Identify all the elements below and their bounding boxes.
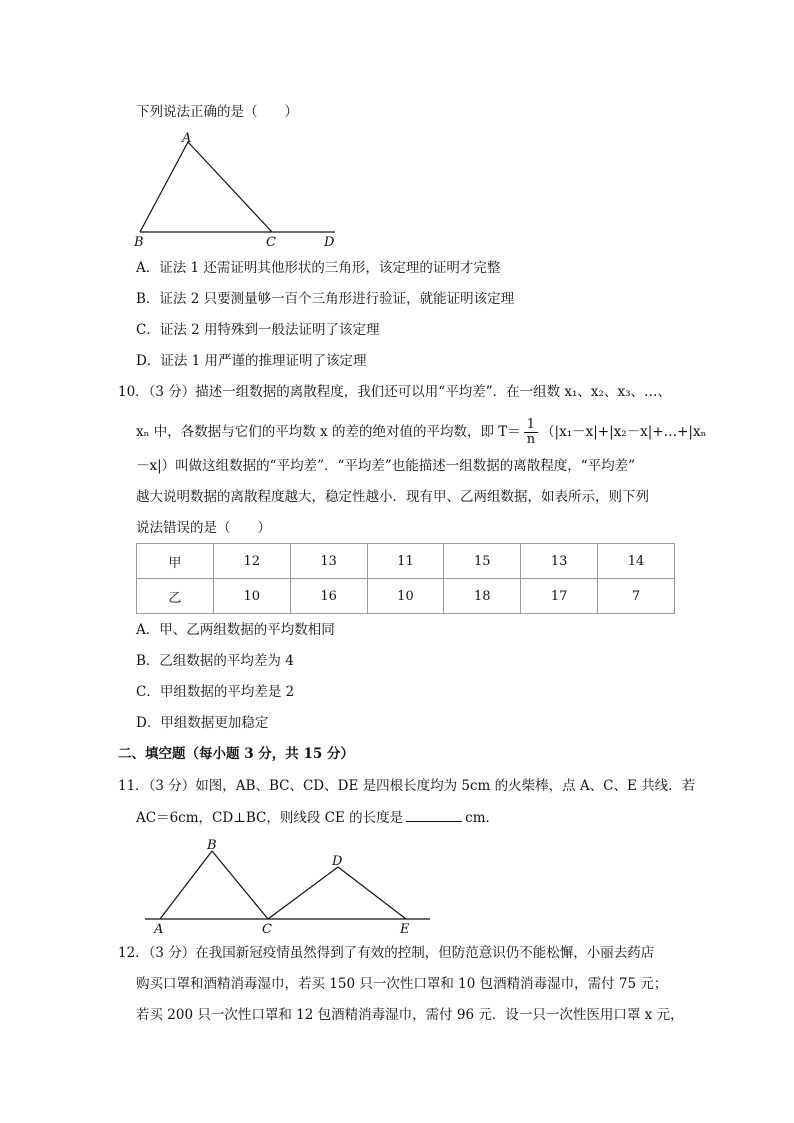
q12-line2: 购买口罩和酒精消毒湿巾，若买 150 只一次性口罩和 10 包酒精消毒湿巾，需付 75 元；	[136, 976, 668, 992]
frac-numerator: 1	[524, 418, 538, 433]
answer-blank[interactable]	[406, 807, 462, 822]
q11-line1: 11．（3 分）如图，AB、BC、CD、DE 是四根长度均为 5cm 的火柴棒，点 A、C、E 共线．若	[118, 778, 696, 794]
q11-matchstick-figure	[140, 835, 440, 935]
q9-stem: 下列说法正确的是（ ）	[136, 104, 298, 120]
table-cell: 13	[521, 544, 598, 579]
line-ac	[188, 142, 272, 232]
table-cell: 14	[598, 544, 675, 579]
table-cell: 13	[290, 544, 367, 579]
table-cell: 10	[367, 579, 444, 614]
label-a: A	[182, 131, 192, 146]
q10-option-b: B．乙组数据的平均差为 4	[136, 653, 294, 669]
table-cell: 11	[367, 544, 444, 579]
q12-line1: 12．（3 分）在我国新冠疫情虽然得到了有效的控制，但防范意识仍不能松懈，小丽去药店	[118, 945, 655, 961]
q10-line2	[136, 418, 706, 447]
stick-ab	[160, 851, 212, 919]
q10-fraction	[524, 418, 538, 447]
section-title-fill-in: 二、填空题（每小题 3 分，共 15 分）	[118, 746, 354, 762]
q10-line2b: （|x₁－x|+|x₂－x|+…+|xₙ	[541, 424, 707, 440]
stick-bc	[212, 851, 268, 919]
q10-line5: 说法错误的是（ ）	[136, 520, 271, 536]
table-cell: 15	[444, 544, 521, 579]
q11-line2	[136, 807, 499, 828]
q9-triangle-figure	[130, 130, 350, 250]
line-ab	[140, 142, 188, 232]
q10-option-d: D．甲组数据更加稳定	[136, 715, 269, 731]
table-row	[137, 579, 675, 614]
table-cell: 甲	[137, 544, 214, 579]
label-b: B	[207, 838, 217, 853]
table-cell: 18	[444, 579, 521, 614]
table-cell: 17	[521, 579, 598, 614]
label-a: A	[154, 922, 164, 937]
q9-option-b: B．证法 2 只要测量够一百个三角形进行验证，就能证明该定理	[136, 291, 515, 307]
q12-line3: 若买 200 只一次性口罩和 12 包酒精消毒湿巾，需付 96 元．设一只一次性医用口罩 x 元，	[136, 1007, 684, 1023]
label-c: C	[262, 922, 272, 937]
q11-line2b: cm．	[465, 810, 500, 826]
q10-line2a: xₙ 中，各数据与它们的平均数 x 的差的绝对值的平均数，即 T＝	[136, 424, 521, 440]
q11-line2a: AC＝6cm，CD⊥BC，则线段 CE 的长度是	[136, 810, 404, 826]
frac-denominator: n	[526, 432, 536, 447]
q10-line4: 越大说明数据的离散程度越大，稳定性越小．现有甲、乙两组数据，如表所示，则下列	[136, 489, 649, 505]
q10-line3: －x|）叫做这组数据的“平均差”．“平均差”也能描述一组数据的离散程度，“平均差”	[136, 458, 636, 474]
table-cell: 乙	[137, 579, 214, 614]
q10-option-a: A．甲、乙两组数据的平均数相同	[136, 622, 335, 638]
q10-option-c: C．甲组数据的平均差是 2	[136, 684, 295, 700]
label-e: E	[400, 922, 410, 937]
label-d: D	[332, 854, 343, 869]
label-c: C	[266, 235, 276, 250]
q10-line1: 10．（3 分）描述一组数据的离散程度，我们还可以用“平均差”．在一组数 x₁、x₂、x₃、…、	[118, 384, 671, 400]
q9-option-c: C．证法 2 用特殊到一般法证明了该定理	[136, 322, 380, 338]
q9-option-d: D．证法 1 用严谨的推理证明了该定理	[136, 353, 367, 369]
table-cell: 7	[598, 579, 675, 614]
label-d: D	[324, 235, 335, 250]
stick-cd	[268, 867, 338, 919]
label-b: B	[134, 235, 144, 250]
stick-de	[338, 867, 406, 919]
table-cell: 16	[290, 579, 367, 614]
table-cell: 10	[213, 579, 290, 614]
table-row	[137, 544, 675, 579]
q10-data-table	[136, 543, 675, 614]
table-cell: 12	[213, 544, 290, 579]
q9-option-a: A．证法 1 还需证明其他形状的三角形，该定理的证明才完整	[136, 260, 501, 276]
